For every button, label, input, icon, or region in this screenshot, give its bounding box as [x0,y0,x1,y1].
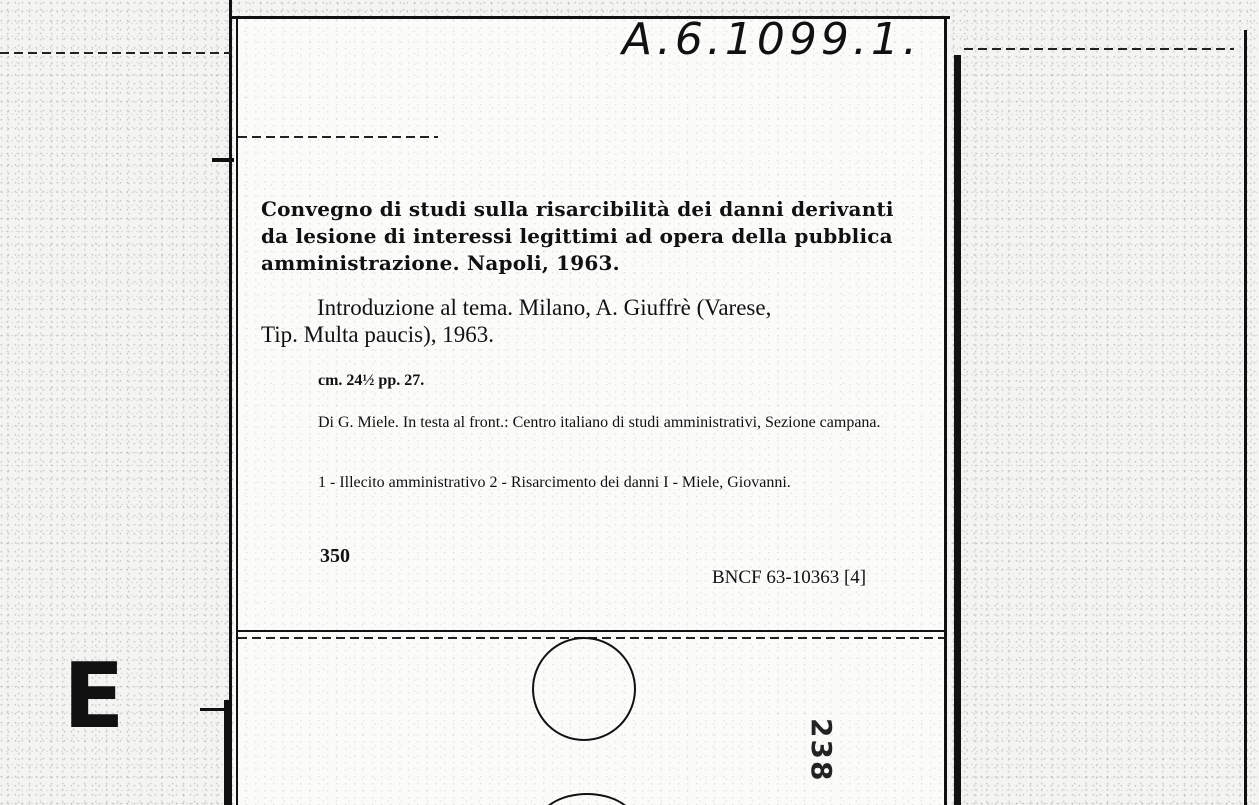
authorship-note: Di G. Miele. In testa al front.: Centro italiano di studi amministrativi, Sezione campana. [318,414,881,431]
drawer-letter: E [63,644,125,749]
right-card-edge [954,55,961,805]
imprint-line: Tip. Multa paucis), 1963. [261,322,494,347]
side-stamp-number: 238 [805,718,838,783]
left-frame-tick-bottom [200,708,232,711]
card-left-border [236,16,238,805]
physical-description: cm. 24½ pp. 27. [318,372,425,389]
imprint-line: Introduzione al tema. Milano, A. Giuffrè (Varese, [317,295,772,320]
card-title [261,196,941,277]
far-right-edge [1244,30,1247,805]
left-frame-line [229,0,232,805]
left-dashed-rule [0,52,232,54]
title-line: Convegno di studi sulla risarcibilità dei danni derivanti [261,197,894,221]
class-number: 350 [320,545,350,567]
handwritten-shelf-mark: A.6.1099.1. [622,14,921,65]
imprint [261,294,941,348]
card-punch-hole [532,637,636,741]
bncf-identifier: BNCF 63-10363 [4] [712,567,867,588]
right-dashed-rule [964,48,1234,50]
card-lower-rule [238,630,944,632]
left-frame-line-thick [224,700,232,805]
card-upper-dashed-rule [238,136,438,138]
title-line: da lesione di interessi legittimi ad opera della pubblica [261,224,893,248]
card-right-border [944,16,947,805]
subject-headings: 1 - Illecito amministrativo 2 - Risarcimento dei danni I - Miele, Giovanni. [318,474,791,491]
title-line: amministrazione. Napoli, 1963. [261,251,620,275]
left-frame-tick [212,158,234,162]
